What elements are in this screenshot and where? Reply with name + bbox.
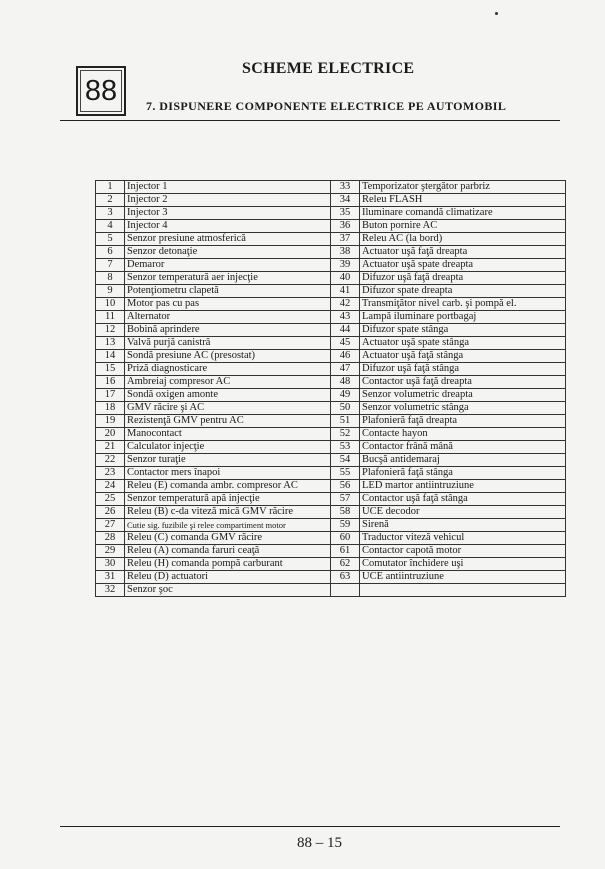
component-name: Valvă purjă canistră	[125, 337, 331, 350]
component-number: 49	[331, 389, 360, 402]
table-row	[96, 324, 566, 337]
component-number: 15	[96, 363, 125, 376]
component-number	[331, 584, 360, 597]
table-row	[96, 441, 566, 454]
component-number: 24	[96, 480, 125, 493]
component-name: Contactor frână mână	[360, 441, 566, 454]
component-number: 19	[96, 415, 125, 428]
header-divider	[60, 120, 560, 121]
component-name: Sirenă	[360, 519, 566, 532]
component-name: Senzor şoc	[125, 584, 331, 597]
component-number: 40	[331, 272, 360, 285]
component-number: 12	[96, 324, 125, 337]
component-number: 34	[331, 194, 360, 207]
component-name: Contactor uşă faţă dreapta	[360, 376, 566, 389]
table-row	[96, 402, 566, 415]
component-number: 35	[331, 207, 360, 220]
component-number: 62	[331, 558, 360, 571]
component-number: 36	[331, 220, 360, 233]
component-name: Rezistenţă GMV pentru AC	[125, 415, 331, 428]
component-name: Manocontact	[125, 428, 331, 441]
table-row	[96, 337, 566, 350]
component-name: Difuzor spate stânga	[360, 324, 566, 337]
component-number: 39	[331, 259, 360, 272]
component-number: 5	[96, 233, 125, 246]
component-number: 46	[331, 350, 360, 363]
table-row	[96, 285, 566, 298]
component-number: 45	[331, 337, 360, 350]
component-number: 9	[96, 285, 125, 298]
component-number: 11	[96, 311, 125, 324]
component-name: Bucşă antidemaraj	[360, 454, 566, 467]
component-number: 50	[331, 402, 360, 415]
component-number: 28	[96, 532, 125, 545]
component-number: 21	[96, 441, 125, 454]
table-row	[96, 532, 566, 545]
component-name: Releu (D) actuatori	[125, 571, 331, 584]
component-number: 52	[331, 428, 360, 441]
chapter-number: 88	[84, 74, 118, 107]
component-name: Releu (H) comanda pompă carburant	[125, 558, 331, 571]
table-row	[96, 519, 566, 532]
footer-divider	[60, 826, 560, 827]
page-number: 88 – 15	[297, 835, 342, 851]
component-name: Senzor temperatură apă injecţie	[125, 493, 331, 506]
component-name: Cutie sig. fuzibile şi relee compartiment motor	[125, 519, 331, 532]
component-number: 57	[331, 493, 360, 506]
table-row	[96, 493, 566, 506]
component-name: Actuator uşă spate stânga	[360, 337, 566, 350]
component-name: Senzor presiune atmosferică	[125, 233, 331, 246]
component-number: 47	[331, 363, 360, 376]
component-number: 25	[96, 493, 125, 506]
component-number: 38	[331, 246, 360, 259]
component-name: Senzor volumetric stânga	[360, 402, 566, 415]
table-row	[96, 571, 566, 584]
table-row	[96, 350, 566, 363]
table-row	[96, 389, 566, 402]
component-name: Releu (B) c-da viteză mică GMV răcire	[125, 506, 331, 519]
component-number: 1	[96, 181, 125, 194]
component-name: Senzor temperatură aer injecţie	[125, 272, 331, 285]
component-number: 22	[96, 454, 125, 467]
table-row	[96, 233, 566, 246]
component-name: Contactor uşă faţă stânga	[360, 493, 566, 506]
component-number: 20	[96, 428, 125, 441]
component-number: 37	[331, 233, 360, 246]
component-name: Actuator uşă faţă stânga	[360, 350, 566, 363]
component-name: LED martor antiintruziune	[360, 480, 566, 493]
table-row	[96, 558, 566, 571]
component-name: Motor pas cu pas	[125, 298, 331, 311]
component-number: 3	[96, 207, 125, 220]
table-row	[96, 207, 566, 220]
component-name: Sondă presiune AC (presostat)	[125, 350, 331, 363]
component-name: Potenţiometru clapetă	[125, 285, 331, 298]
component-name: Releu (E) comanda ambr. compresor AC	[125, 480, 331, 493]
component-name: Bobină aprindere	[125, 324, 331, 337]
component-name	[360, 584, 566, 597]
table-row	[96, 506, 566, 519]
component-name: Injector 4	[125, 220, 331, 233]
table-row	[96, 584, 566, 597]
component-number: 7	[96, 259, 125, 272]
table-row	[96, 298, 566, 311]
component-name: Difuzor uşă faţă dreapta	[360, 272, 566, 285]
table-row	[96, 194, 566, 207]
component-name: Contacte hayon	[360, 428, 566, 441]
component-number: 10	[96, 298, 125, 311]
component-name: Contactor capotă motor	[360, 545, 566, 558]
component-number: 54	[331, 454, 360, 467]
component-number: 4	[96, 220, 125, 233]
component-number: 2	[96, 194, 125, 207]
component-name: Releu AC (la bord)	[360, 233, 566, 246]
table-row	[96, 259, 566, 272]
table-row	[96, 415, 566, 428]
component-number: 17	[96, 389, 125, 402]
component-number: 48	[331, 376, 360, 389]
component-name: Sondă oxigen amonte	[125, 389, 331, 402]
component-name: Plafonieră faţă stânga	[360, 467, 566, 480]
component-name: Priză diagnosticare	[125, 363, 331, 376]
component-number: 55	[331, 467, 360, 480]
component-name: Buton pornire AC	[360, 220, 566, 233]
component-number: 59	[331, 519, 360, 532]
component-name: Ambreiaj compresor AC	[125, 376, 331, 389]
component-number: 61	[331, 545, 360, 558]
component-number: 6	[96, 246, 125, 259]
component-name: Injector 1	[125, 181, 331, 194]
table-row	[96, 467, 566, 480]
component-number: 33	[331, 181, 360, 194]
component-number: 58	[331, 506, 360, 519]
component-name: Plafonieră faţă dreapta	[360, 415, 566, 428]
scan-speck	[495, 12, 498, 15]
page-title: SCHEME ELECTRICE	[242, 60, 415, 77]
table-row	[96, 220, 566, 233]
component-name: Releu FLASH	[360, 194, 566, 207]
component-number: 56	[331, 480, 360, 493]
table-row	[96, 311, 566, 324]
table-row	[96, 272, 566, 285]
component-number: 27	[96, 519, 125, 532]
table-row	[96, 480, 566, 493]
component-number: 53	[331, 441, 360, 454]
component-number: 18	[96, 402, 125, 415]
component-name: Lampă iluminare portbagaj	[360, 311, 566, 324]
component-number: 8	[96, 272, 125, 285]
component-number: 31	[96, 571, 125, 584]
component-name: GMV răcire şi AC	[125, 402, 331, 415]
component-name: Contactor mers înapoi	[125, 467, 331, 480]
component-name: UCE decodor	[360, 506, 566, 519]
components-table	[95, 180, 566, 597]
table-row	[96, 363, 566, 376]
component-number: 43	[331, 311, 360, 324]
component-name: Senzor volumetric dreapta	[360, 389, 566, 402]
component-name: Actuator uşă spate dreapta	[360, 259, 566, 272]
table-row	[96, 181, 566, 194]
component-number: 16	[96, 376, 125, 389]
component-number: 63	[331, 571, 360, 584]
component-name: Injector 3	[125, 207, 331, 220]
component-name: Temporizator ştergător parbriz	[360, 181, 566, 194]
component-number: 29	[96, 545, 125, 558]
component-name: Demaror	[125, 259, 331, 272]
component-number: 42	[331, 298, 360, 311]
table-row	[96, 246, 566, 259]
component-number: 26	[96, 506, 125, 519]
component-name: Releu (A) comanda faruri ceaţă	[125, 545, 331, 558]
component-name: Transmiţător nivel carb. şi pompă el.	[360, 298, 566, 311]
component-name: Traductor viteză vehicul	[360, 532, 566, 545]
component-number: 32	[96, 584, 125, 597]
chapter-number-box	[76, 66, 126, 116]
component-name: Senzor detonaţie	[125, 246, 331, 259]
component-name: Iluminare comandă climatizare	[360, 207, 566, 220]
table-row	[96, 454, 566, 467]
component-number: 14	[96, 350, 125, 363]
table-row	[96, 428, 566, 441]
component-number: 60	[331, 532, 360, 545]
component-name: Calculator injecţie	[125, 441, 331, 454]
component-number: 44	[331, 324, 360, 337]
component-name: Alternator	[125, 311, 331, 324]
component-number: 13	[96, 337, 125, 350]
component-number: 51	[331, 415, 360, 428]
component-name: Actuator uşă faţă dreapta	[360, 246, 566, 259]
component-name: UCE antiintruziune	[360, 571, 566, 584]
table-row	[96, 545, 566, 558]
component-number: 41	[331, 285, 360, 298]
component-number: 23	[96, 467, 125, 480]
component-name: Comutator închidere uşi	[360, 558, 566, 571]
section-subtitle: 7. DISPUNERE COMPONENTE ELECTRICE PE AUTOMOBIL	[146, 99, 507, 113]
component-name: Releu (C) comanda GMV răcire	[125, 532, 331, 545]
component-name: Senzor turaţie	[125, 454, 331, 467]
component-name: Difuzor uşă faţă stânga	[360, 363, 566, 376]
component-name: Difuzor spate dreapta	[360, 285, 566, 298]
component-name: Injector 2	[125, 194, 331, 207]
component-number: 30	[96, 558, 125, 571]
table-row	[96, 376, 566, 389]
